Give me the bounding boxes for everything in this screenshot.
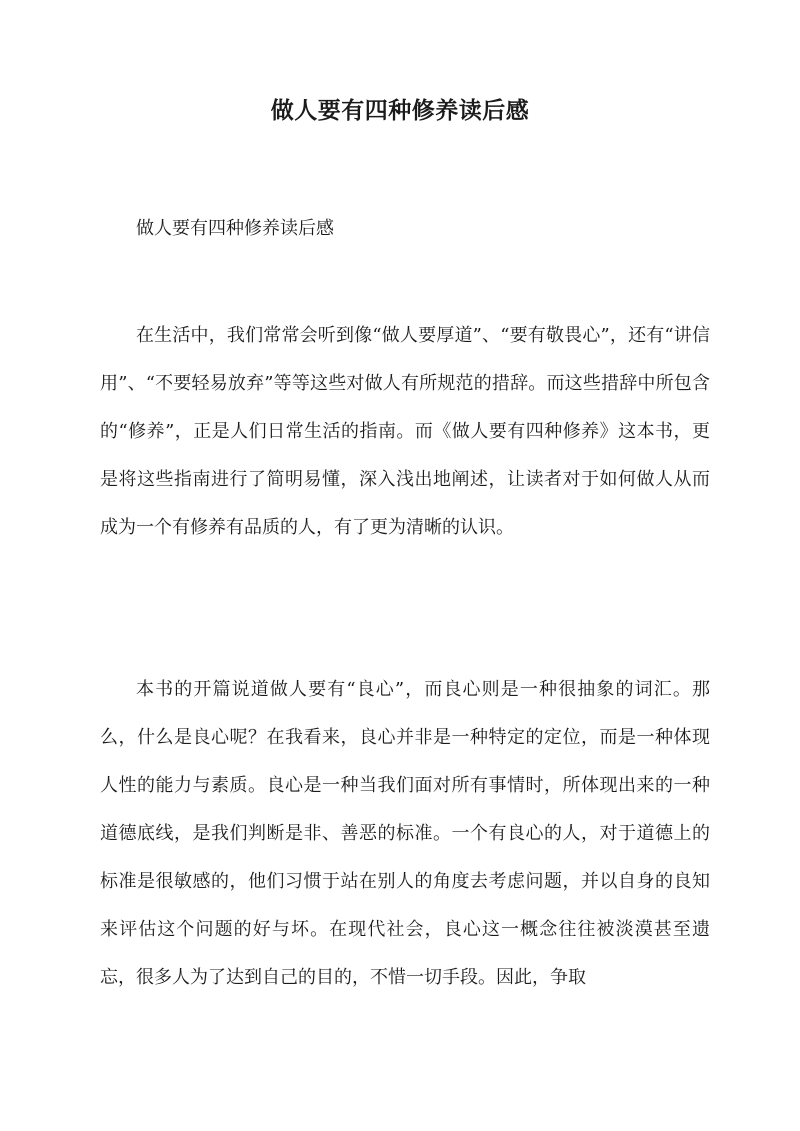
paragraph-intro: 在生活中，我们常常会听到像“做人要厚道”、“要有敬畏心”，还有“讲信用”、“不要轻易放弃”等等这些对做人有所规范的措辞。而这些措辞中所包含的“修养”，正是人们日常生活的指南。而《做人要有四种修养》这本书，更是将这些指南进行了简明易懂，深入浅出地阐述，让读者对于如何做人从而成为一个有修养有品质的人，有了更为清晰的认识。	[100, 325, 710, 538]
document-title: 做人要有四种修养读后感	[270, 97, 530, 124]
document-subtitle: 做人要有四种修养读后感	[136, 218, 334, 239]
paragraph-conscience: 本书的开篇说道做人要有“良心”，而良心则是一种很抽象的词汇。那么，什么是良心呢？在我看来，良心并非是一种特定的定位，而是一种体现人性的能力与素质。良心是一种当我们面对所有事情时，所体现出来的一种道德底线，是我们判断是非、善恶的标准。一个有良心的人，对于道德上的标准是很敏感的，他们习惯于站在别人的角度去考虑问题，并以自身的良知来评估这个问题的好与坏。在现代社会，良心这一概念往往被淡漠甚至遗忘，很多人为了达到自己的目的，不惜一切手段。因此，争取	[100, 679, 710, 988]
